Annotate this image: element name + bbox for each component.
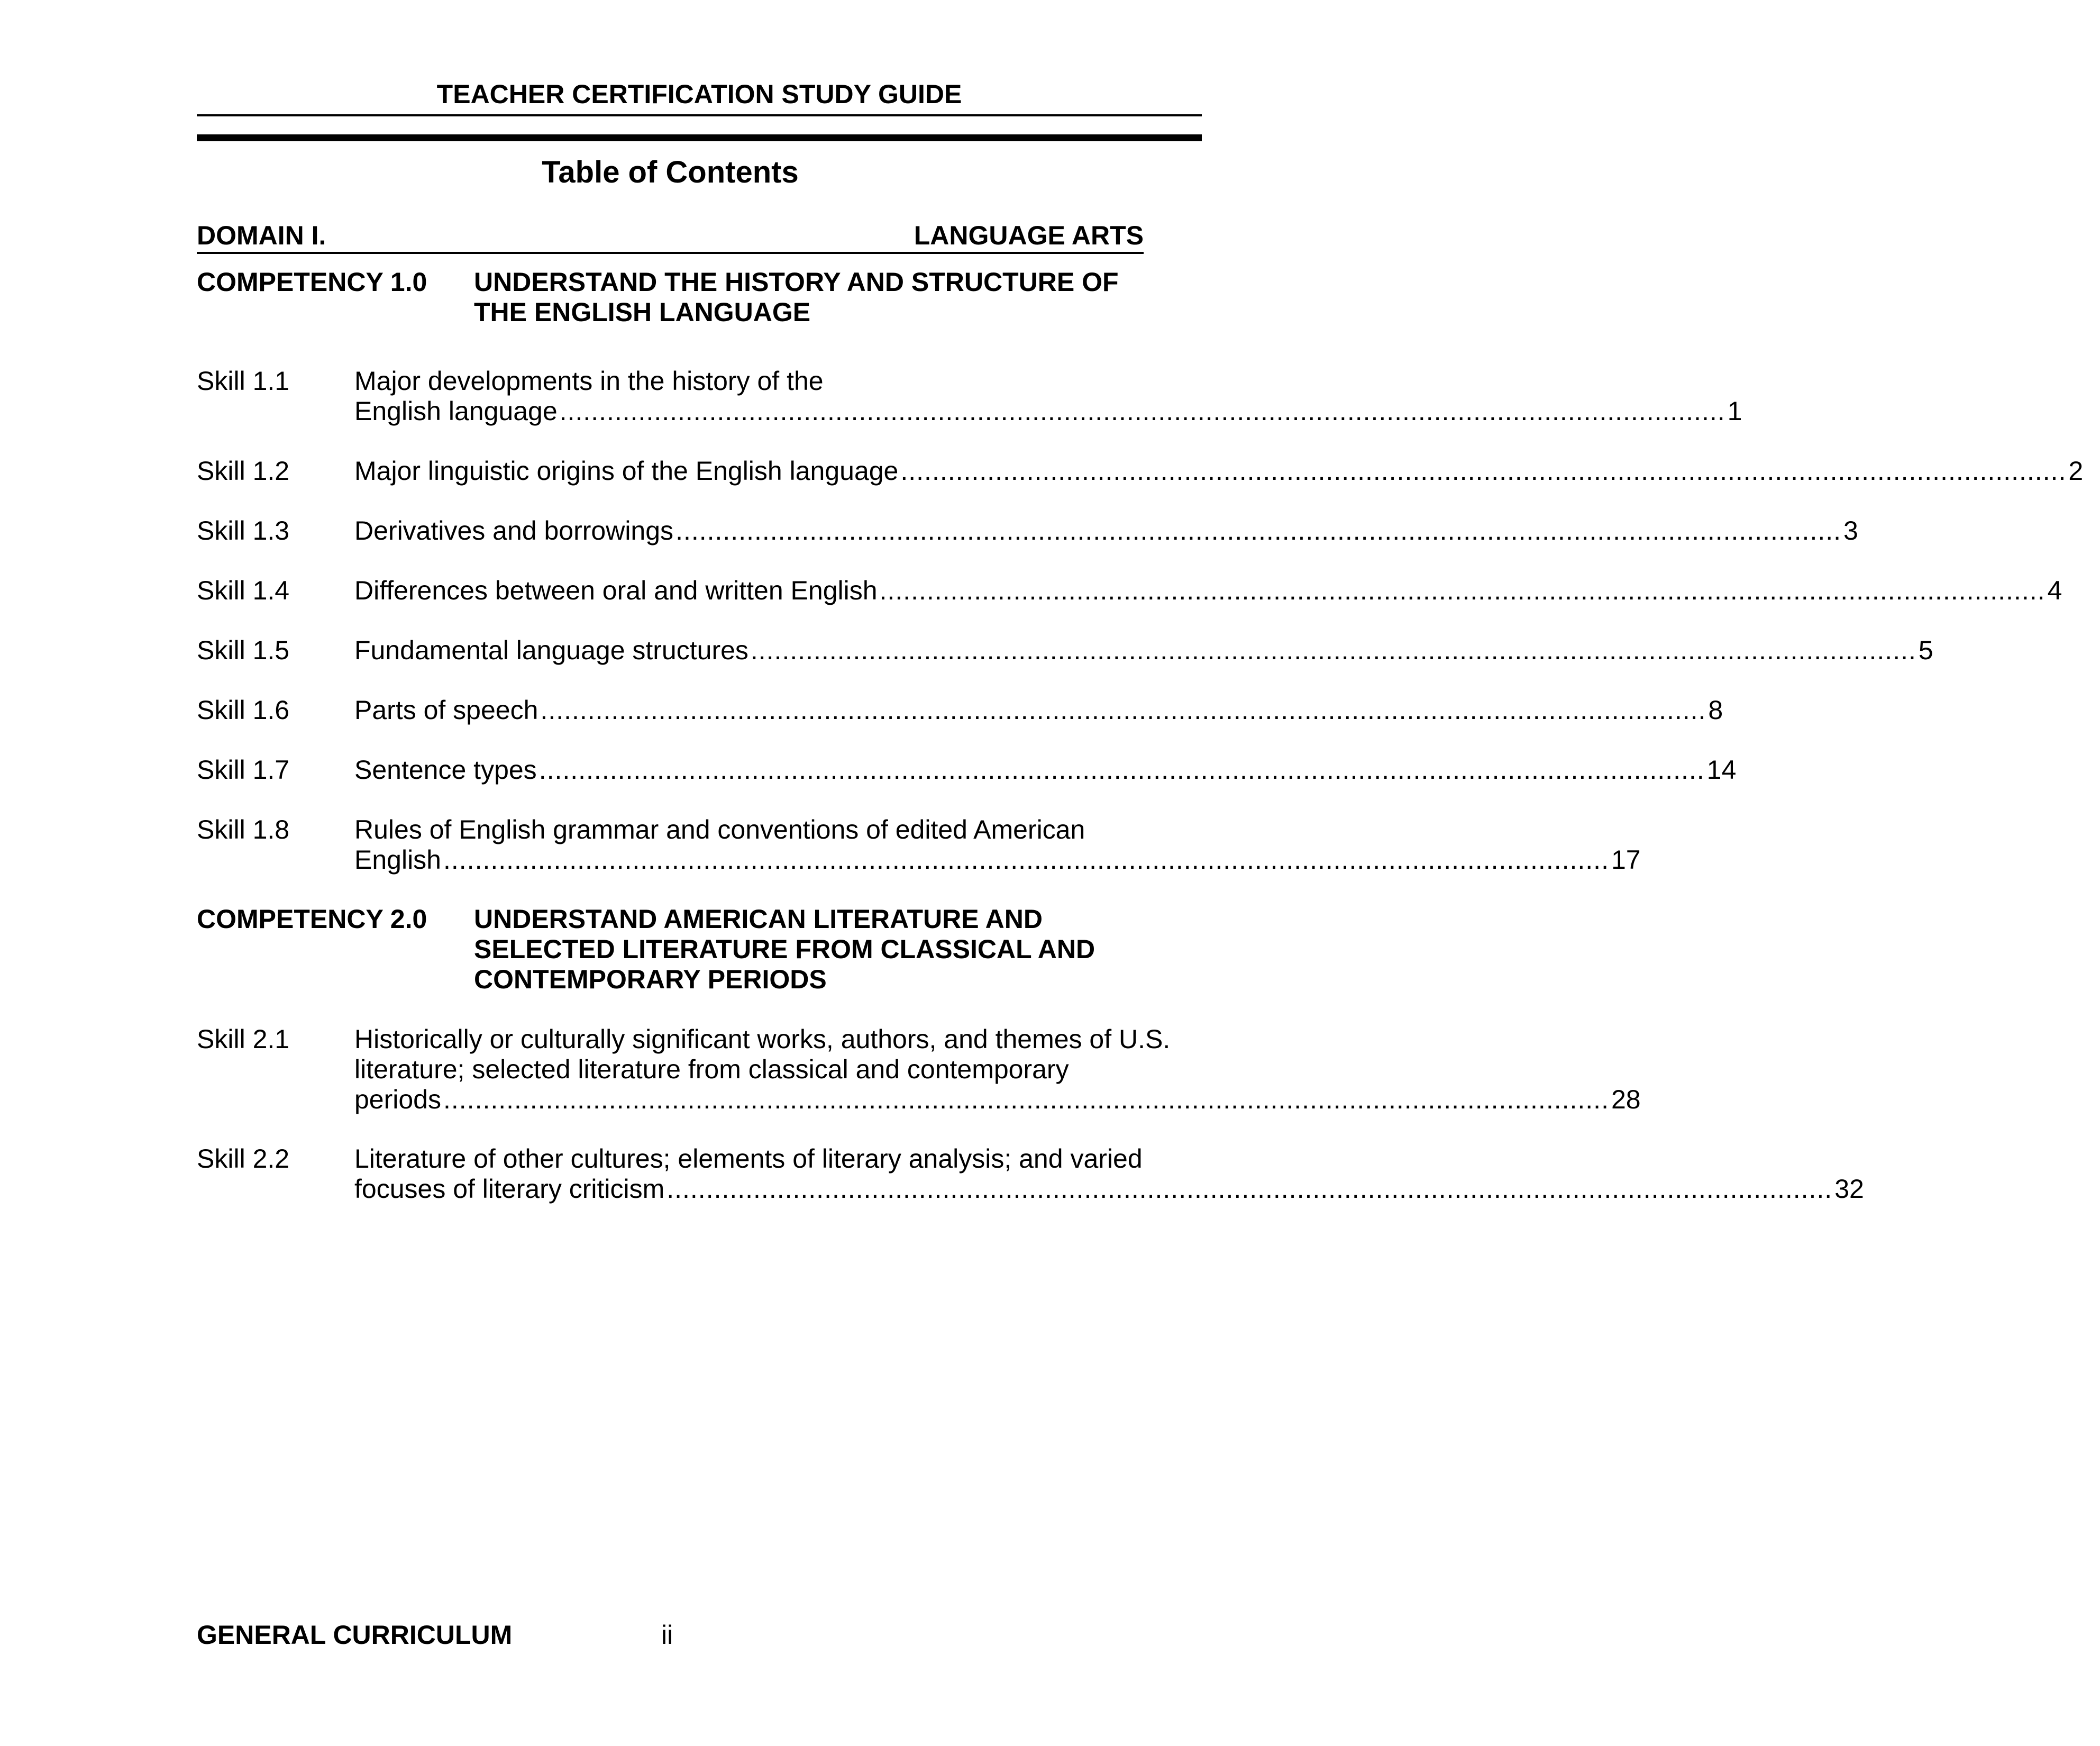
skill-text-line: Differences between oral and written English	[354, 576, 878, 605]
domain-heading	[197, 217, 1144, 254]
dot-leader: ....................................................................................................................................................	[750, 635, 1916, 665]
skill-text	[354, 1144, 1864, 1204]
skill-text-line: English language	[354, 396, 558, 426]
competency-title-line: SELECTED LITERATURE FROM CLASSICAL AND	[474, 934, 1095, 964]
skill-leader-line	[354, 1085, 1641, 1115]
skill-text-line: Major developments in the history of the	[354, 366, 824, 396]
skill-text-line: Derivatives and borrowings	[354, 516, 674, 545]
skill-leader-line	[354, 516, 1858, 546]
skill-text-line: Sentence types	[354, 755, 537, 785]
skill-number: Skill 1.6	[197, 695, 290, 725]
skill-text	[354, 755, 1737, 785]
page-number: 14	[1706, 755, 1737, 785]
page-number: 8	[1708, 695, 1723, 725]
competency-title	[474, 267, 1177, 328]
header-rule-thick	[197, 134, 1202, 141]
skill-text-line: Rules of English grammar and conventions of edited American	[354, 815, 1085, 844]
competency-title-line: THE ENGLISH LANGUAGE	[474, 297, 811, 327]
skill-number: Skill 1.4	[197, 576, 290, 605]
page-number: 2	[2068, 456, 2084, 486]
dot-leader: ....................................................................................................................................................	[675, 516, 1842, 545]
skill-leader-line	[354, 576, 2062, 606]
page-number: 5	[1918, 635, 1933, 665]
skill-text-line: periods	[354, 1085, 441, 1114]
page-number: 17	[1611, 845, 1641, 875]
skill-number: Skill 1.1	[197, 366, 290, 396]
competency-number: COMPETENCY 1.0	[197, 267, 427, 297]
skill-text-line: English	[354, 845, 441, 875]
skill-text	[354, 815, 1641, 875]
skill-text	[354, 366, 1742, 426]
skill-text-line: Major linguistic origins of the English language	[354, 456, 899, 486]
skill-leader-line	[354, 456, 2084, 486]
skill-leader-line	[354, 1174, 1864, 1204]
competency-title-line: UNDERSTAND THE HISTORY AND STRUCTURE OF	[474, 267, 1119, 297]
running-footer: GENERAL CURRICULUM	[197, 1620, 513, 1650]
skill-text-line: Historically or culturally significant works, authors, and themes of U.S.	[354, 1024, 1171, 1054]
skill-leader-line	[354, 396, 1742, 426]
skill-number: Skill 1.8	[197, 815, 290, 844]
skill-text	[354, 456, 2084, 486]
skill-text-line: focuses of literary criticism	[354, 1174, 665, 1204]
page-number: 1	[1727, 396, 1742, 426]
page-number: 3	[1843, 516, 1858, 545]
skill-number: Skill 1.5	[197, 635, 290, 665]
running-header: TEACHER CERTIFICATION STUDY GUIDE	[436, 79, 962, 109]
page-number: 4	[2047, 576, 2062, 605]
dot-leader: ....................................................................................................................................................	[443, 1085, 1609, 1114]
competency-title-line: UNDERSTAND AMERICAN LITERATURE AND	[474, 904, 1043, 934]
dot-leader: ....................................................................................................................................................	[538, 755, 1705, 785]
competency-title-line: CONTEMPORARY PERIODS	[474, 965, 827, 994]
skill-number: Skill 1.2	[197, 456, 290, 486]
skill-number: Skill 1.7	[197, 755, 290, 785]
dot-leader: ....................................................................................................................................................	[559, 396, 1725, 426]
skill-number: Skill 2.2	[197, 1144, 290, 1174]
domain-label: DOMAIN I.	[197, 221, 326, 250]
skill-number: Skill 1.3	[197, 516, 290, 545]
skill-text	[354, 1024, 1641, 1115]
skill-text	[354, 576, 2062, 606]
skill-leader-line	[354, 695, 1723, 725]
competency-title	[474, 904, 1177, 995]
page-number: 28	[1611, 1085, 1641, 1114]
skill-leader-line	[354, 845, 1641, 875]
skill-text	[354, 635, 1933, 666]
skill-text-line: Parts of speech	[354, 695, 538, 725]
skill-text-line: Fundamental language structures	[354, 635, 748, 665]
dot-leader: ....................................................................................................................................................	[666, 1174, 1833, 1204]
skill-text-line: literature; selected literature from classical and contemporary	[354, 1054, 1069, 1084]
competency-number: COMPETENCY 2.0	[197, 904, 427, 934]
page-number: 32	[1834, 1174, 1864, 1204]
domain-name: LANGUAGE ARTS	[914, 221, 1144, 250]
page-title: Table of Contents	[542, 155, 799, 189]
skill-text	[354, 516, 1858, 546]
skill-leader-line	[354, 755, 1737, 785]
skill-text	[354, 695, 1723, 725]
dot-leader: ....................................................................................................................................................	[879, 576, 2046, 605]
header-rule-thin	[197, 114, 1202, 116]
skill-number: Skill 2.1	[197, 1024, 290, 1054]
dot-leader: ....................................................................................................................................................	[540, 695, 1706, 725]
dot-leader: ....................................................................................................................................................	[900, 456, 2067, 486]
skill-leader-line	[354, 635, 1933, 666]
footer-page-number: ii	[661, 1620, 673, 1650]
dot-leader: ....................................................................................................................................................	[443, 845, 1609, 875]
skill-text-line: Literature of other cultures; elements of literary analysis; and varied	[354, 1144, 1143, 1174]
